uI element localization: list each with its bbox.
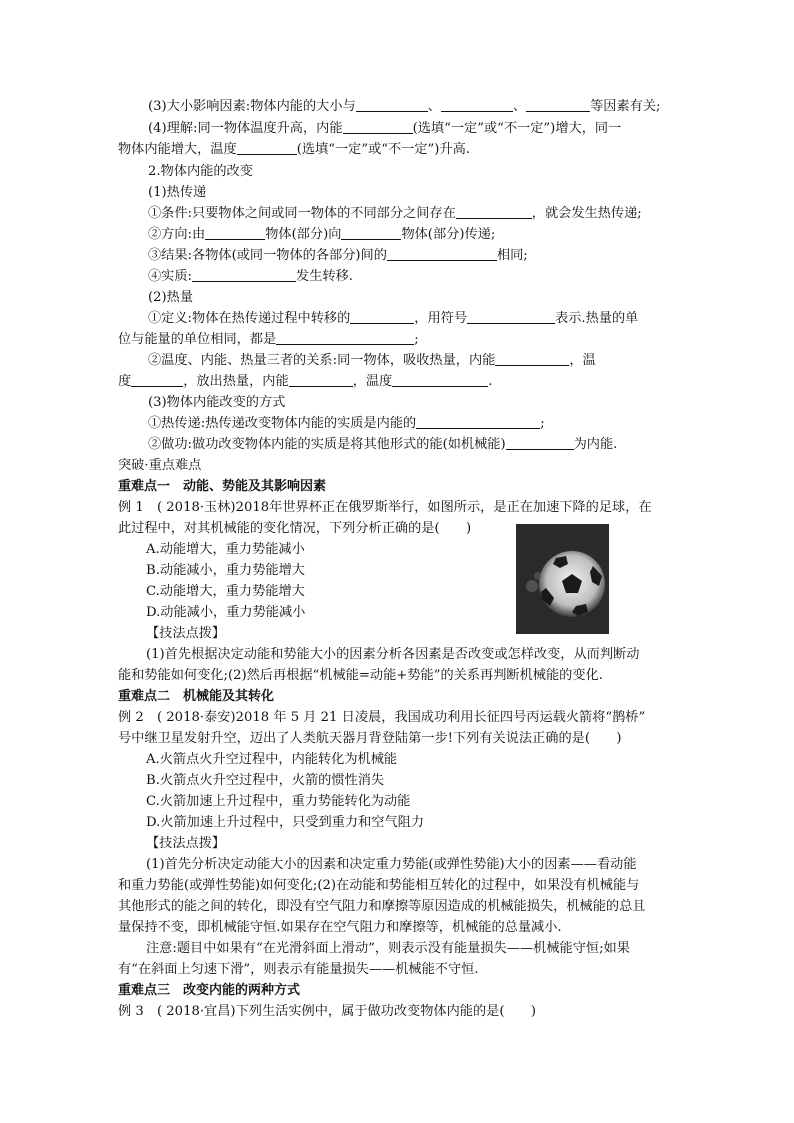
blank xyxy=(495,351,569,366)
tips-text: (1)首先分析决定动能大小的因素和决定重力势能(或弹性势能)大小的因素——看动能 xyxy=(146,857,637,872)
subsection-heading: (3)物体内能改变的方式 xyxy=(148,395,286,410)
tips-text-cont: 量保持不变，即机械能守恒.如果存在空气阻力和摩擦等，机械能的总量减小. xyxy=(118,920,562,935)
line-condition: ①条件:只要物体之间或同一物体的不同部分之间存在 ，就会发生热传递; xyxy=(148,206,642,221)
note-text-cont: 有“在斜面上匀速下滑”，则表示有能量损失——机械能不守恒. xyxy=(118,962,479,977)
blank xyxy=(205,225,265,240)
example-1-stem: 例 1 ( 2018·玉林)2018年世界杯正在俄罗斯举行，如图所示，是正在加速下降的足球，在 xyxy=(118,500,652,515)
tips-text-cont: 能和势能如何变化;(2)然后再根据“机械能=动能+势能”的关系再判断机械能的变化. xyxy=(118,668,603,683)
example-1-stem-cont: 此过程中，对其机械能的变化情况，下列分析正确的是( ) xyxy=(118,521,472,536)
option-b: B.火箭点火升空过程中，火箭的惯性消失 xyxy=(146,773,385,788)
key-point-1-heading: 重难点一 动能、势能及其影响因素 xyxy=(118,479,327,494)
blank xyxy=(131,372,183,387)
option-d: D.动能减小，重力势能减小 xyxy=(146,605,306,620)
blank xyxy=(237,140,297,155)
key-point-2-heading: 重难点二 机械能及其转化 xyxy=(118,689,275,704)
blank xyxy=(192,267,296,282)
football-photo xyxy=(516,524,609,634)
football-icon xyxy=(516,524,609,634)
line-understanding-cont: 物体内能增大，温度 (选填“一定”或“不一定”)升高. xyxy=(118,142,471,157)
line-definition-cont: 位与能量的单位相同，都是 ; xyxy=(118,332,419,347)
section-heading: 2.物体内能的改变 xyxy=(148,164,253,179)
option-c: C.火箭加速上升过程中，重力势能转化为动能 xyxy=(146,794,411,809)
blank xyxy=(276,330,414,345)
line-direction: ②方向:由 物体(部分)向 物体(部分)传递; xyxy=(148,227,496,242)
tips-text-cont: 其他形式的能之间的转化，即没有空气阻力和摩擦等原因造成的机械能损失，机械能的总且 xyxy=(118,899,646,914)
blank xyxy=(456,204,532,219)
line-heat-transfer: ①热传递:热传递改变物体内能的实质是内能的 ; xyxy=(148,416,545,431)
blank xyxy=(467,309,555,324)
line-relationship: ②温度、内能、热量三者的关系:同一物体，吸收热量，内能 ，温 xyxy=(148,353,596,368)
blank xyxy=(416,414,540,429)
tips-heading: 【技法点拨】 xyxy=(146,626,226,641)
blank xyxy=(289,372,353,387)
option-b: B.动能减小，重力势能增大 xyxy=(146,563,305,578)
example-2-stem-cont: 号中继卫星发射升空，迈出了人类航天器月背登陆第一步!下列有关说法正确的是( ) xyxy=(118,731,622,746)
subsection-heading: (1)热传递 xyxy=(148,185,207,200)
blank xyxy=(356,97,428,112)
line-result: ③结果:各物体(或同一物体的各部分)间的 相同; xyxy=(148,248,528,263)
blank xyxy=(506,435,574,450)
section-label: 突破·重点难点 xyxy=(118,458,202,473)
option-a: A.动能增大，重力势能减小 xyxy=(146,542,305,557)
tips-heading: 【技法点拨】 xyxy=(146,836,226,851)
option-d: D.火箭加速上升过程中，只受到重力和空气阻力 xyxy=(146,815,425,830)
note-text: 注意:题目中如果有“在光滑斜面上滑动”，则表示没有能量损失——机械能守恒;如果 xyxy=(146,941,630,956)
tips-text: (1)首先根据决定动能和势能大小的因素分析各因素是否改变或怎样改变，从而判断动 xyxy=(146,647,640,662)
line-doing-work: ②做功:做功改变物体内能的实质是将其他形式的能(如机械能) 为内能. xyxy=(148,437,618,452)
blank xyxy=(387,246,497,261)
option-a: A.火箭点火升空过程中，内能转化为机械能 xyxy=(146,752,398,767)
blank xyxy=(441,97,513,112)
tips-text-cont: 和重力势能(或弹性势能)如何变化;(2)在动能和势能相互转化的过程中，如果没有机械能与 xyxy=(118,878,640,893)
blank xyxy=(350,309,414,324)
subsection-heading: (2)热量 xyxy=(148,290,194,305)
example-2-stem: 例 2 ( 2018·泰安)2018 年 5 月 21 日凌晨，我国成功利用长征四号丙运载火箭将“鹊桥” xyxy=(118,710,646,725)
blank xyxy=(526,97,590,112)
line-understanding: (4)理解:同一物体温度升高，内能 (选填“一定”或“不一定”)增大，同一 xyxy=(148,121,622,136)
blank xyxy=(392,372,488,387)
blank xyxy=(341,225,401,240)
line-essence: ④实质: 发生转移. xyxy=(148,269,353,284)
blank xyxy=(343,119,413,134)
example-3-stem: 例 3 ( 2018·宜昌)下列生活实例中，属于做功改变物体内能的是( ) xyxy=(118,1004,536,1019)
key-point-3-heading: 重难点三 改变内能的两种方式 xyxy=(118,983,301,998)
line-influence-factors: (3)大小影响因素:物体内能的大小与 、 、 等因素有关; xyxy=(148,99,661,114)
option-c: C.动能增大，重力势能增大 xyxy=(146,584,305,599)
line-relationship-cont: 度 ，放出热量，内能 ，温度 . xyxy=(118,374,493,389)
line-definition: ①定义:物体在热传递过程中转移的 ，用符号 表示.热量的单 xyxy=(148,311,639,326)
